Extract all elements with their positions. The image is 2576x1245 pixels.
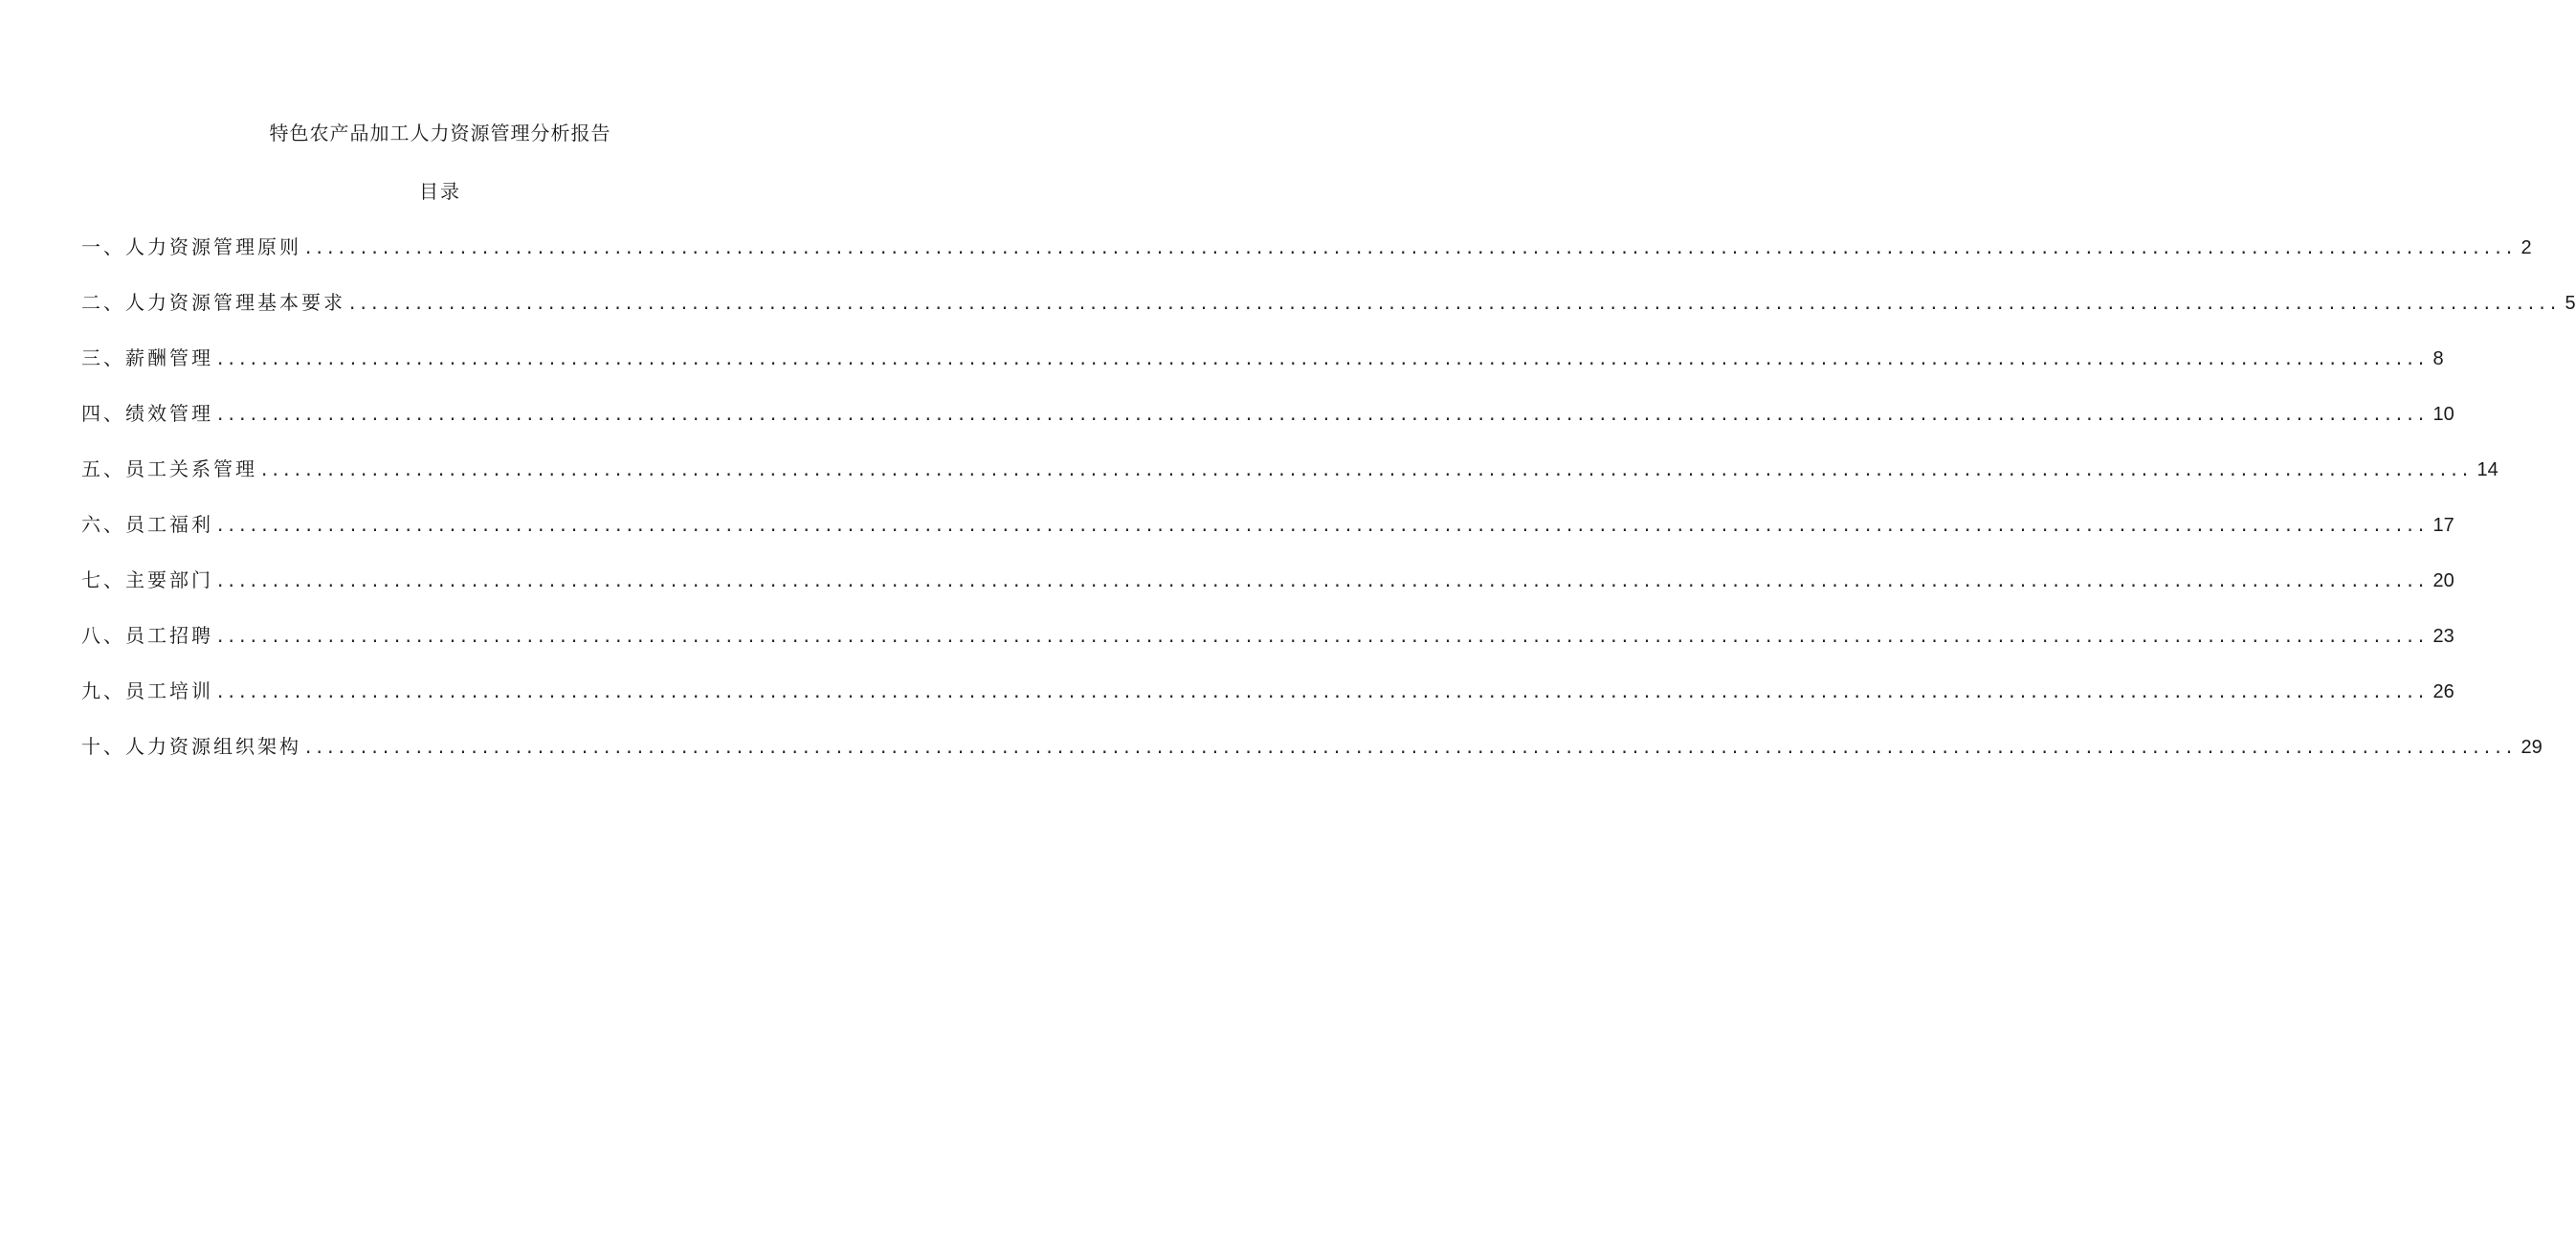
toc-entry-label: 十、人力资源组织架构 <box>81 735 301 758</box>
toc-entry-3[interactable] <box>81 344 2444 399</box>
toc-heading: 目录 <box>419 180 461 203</box>
toc-entry-8[interactable] <box>81 621 2454 677</box>
toc-entry-page: 29 <box>2520 737 2543 758</box>
toc-entry-2[interactable] <box>81 288 2576 344</box>
toc-leader-dots: ........................................................................................................................................................................................................ <box>305 735 2518 758</box>
toc-leader-dots: ........................................................................................................................................................................................................ <box>217 624 2430 647</box>
toc-entry-7[interactable] <box>81 566 2454 621</box>
toc-entry-page: 8 <box>2432 348 2444 369</box>
toc-entry-label: 二、人力资源管理基本要求 <box>81 291 345 314</box>
toc-entry-label: 一、人力资源管理原则 <box>81 235 301 258</box>
toc-entry-page: 23 <box>2432 626 2454 647</box>
toc-leader-dots: ........................................................................................................................................................................................................ <box>217 568 2430 591</box>
toc-entry-label: 八、员工招聘 <box>81 624 213 647</box>
toc-entry-label: 六、员工福利 <box>81 513 213 536</box>
toc-leader-dots: ........................................................................................................................................................................................................ <box>261 457 2474 480</box>
toc-entry-1[interactable] <box>81 233 2532 288</box>
toc-entry-label: 四、绩效管理 <box>81 402 213 425</box>
toc-leader-dots: ........................................................................................................................................................................................................ <box>217 346 2430 369</box>
toc-entry-label: 三、薪酬管理 <box>81 346 213 369</box>
toc-entry-page: 10 <box>2432 404 2454 425</box>
toc-entry-page: 17 <box>2432 515 2454 536</box>
toc-leader-dots: ........................................................................................................................................................................................................ <box>305 235 2518 258</box>
toc-leader-dots: ........................................................................................................................................................................................................ <box>217 679 2430 702</box>
table-of-contents <box>81 233 2576 788</box>
toc-entry-9[interactable] <box>81 677 2454 732</box>
toc-entry-label: 七、主要部门 <box>81 568 213 591</box>
toc-entry-4[interactable] <box>81 399 2454 455</box>
toc-leader-dots: ........................................................................................................................................................................................................ <box>217 513 2430 536</box>
document-title: 特色农产品加工人力资源管理分析报告 <box>269 122 611 145</box>
toc-entry-page: 2 <box>2520 237 2532 258</box>
toc-entry-page: 5 <box>2565 293 2576 314</box>
toc-entry-page: 20 <box>2432 570 2454 591</box>
toc-entry-10[interactable] <box>81 732 2543 788</box>
toc-leader-dots: ........................................................................................................................................................................................................ <box>349 291 2562 314</box>
toc-entry-5[interactable] <box>81 455 2498 510</box>
toc-entry-6[interactable] <box>81 510 2454 566</box>
toc-entry-label: 五、员工关系管理 <box>81 457 257 480</box>
toc-entry-page: 14 <box>2476 459 2498 480</box>
toc-entry-page: 26 <box>2432 681 2454 702</box>
toc-entry-label: 九、员工培训 <box>81 679 213 702</box>
toc-leader-dots: ........................................................................................................................................................................................................ <box>217 402 2430 425</box>
